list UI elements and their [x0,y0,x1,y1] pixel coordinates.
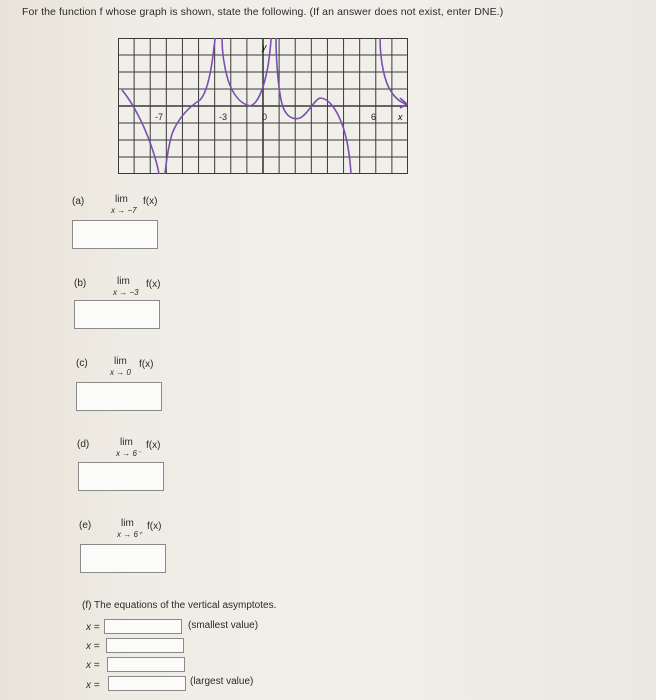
part-e-limit [117,518,143,540]
asymptote-3-input[interactable] [107,657,185,672]
part-b-answer-input[interactable] [74,300,160,329]
part-b-function: f(x) [146,279,161,290]
limit-word: lim [121,518,134,529]
part-b-limit [113,276,139,298]
y-axis-label: y [262,42,267,52]
part-d-label: (d) [77,439,90,450]
part-d-answer-input[interactable] [78,462,164,491]
limit-word: lim [117,276,130,287]
part-e-function: f(x) [147,521,162,532]
function-graph [118,38,408,174]
asymptote-4-label: x = [86,680,100,691]
asymptote-3-label: x = [86,660,100,671]
limit-approach: x → 6⁻ [116,449,142,458]
tick-label: -7 [155,112,164,122]
part-d-function: f(x) [146,440,161,451]
tick-label: 6 [371,112,377,122]
asymptote-1-input[interactable] [104,619,182,634]
tick-label: 0 [262,112,268,122]
part-c-limit [110,356,131,378]
x-axis-label: x [398,112,403,122]
part-b-label: (b) [74,278,87,289]
smallest-value-note: (smallest value) [188,620,259,631]
part-e-answer-input[interactable] [80,544,166,573]
limit-approach: x → −3 [113,288,139,297]
limit-approach: x → 0 [110,368,131,377]
asymptote-4-input[interactable] [108,676,186,691]
tick-label: -3 [219,112,228,122]
asymptote-2-input[interactable] [106,638,184,653]
part-f-question: (f) The equations of the vertical asymptotes. [82,600,277,611]
asymptote-2-label: x = [86,641,100,652]
part-c-answer-input[interactable] [76,382,162,411]
part-a-limit [111,194,137,216]
question-instruction: For the function f whose graph is shown, state the following. (If an answer does not exist, enter DNE.) [22,6,504,18]
part-d-limit [116,437,142,459]
limit-approach: x → 6⁺ [117,530,143,539]
part-a-function: f(x) [143,196,158,207]
limit-approach: x → −7 [111,206,137,215]
limit-word: lim [115,194,128,205]
part-c-label: (c) [76,358,88,369]
limit-word: lim [120,437,133,448]
limit-word: lim [114,356,127,367]
part-a-label: (a) [72,196,85,207]
part-e-label: (e) [79,520,92,531]
part-c-function: f(x) [139,359,154,370]
part-a-answer-input[interactable] [72,220,158,249]
largest-value-note: (largest value) [190,676,254,687]
asymptote-1-label: x = [86,622,100,633]
